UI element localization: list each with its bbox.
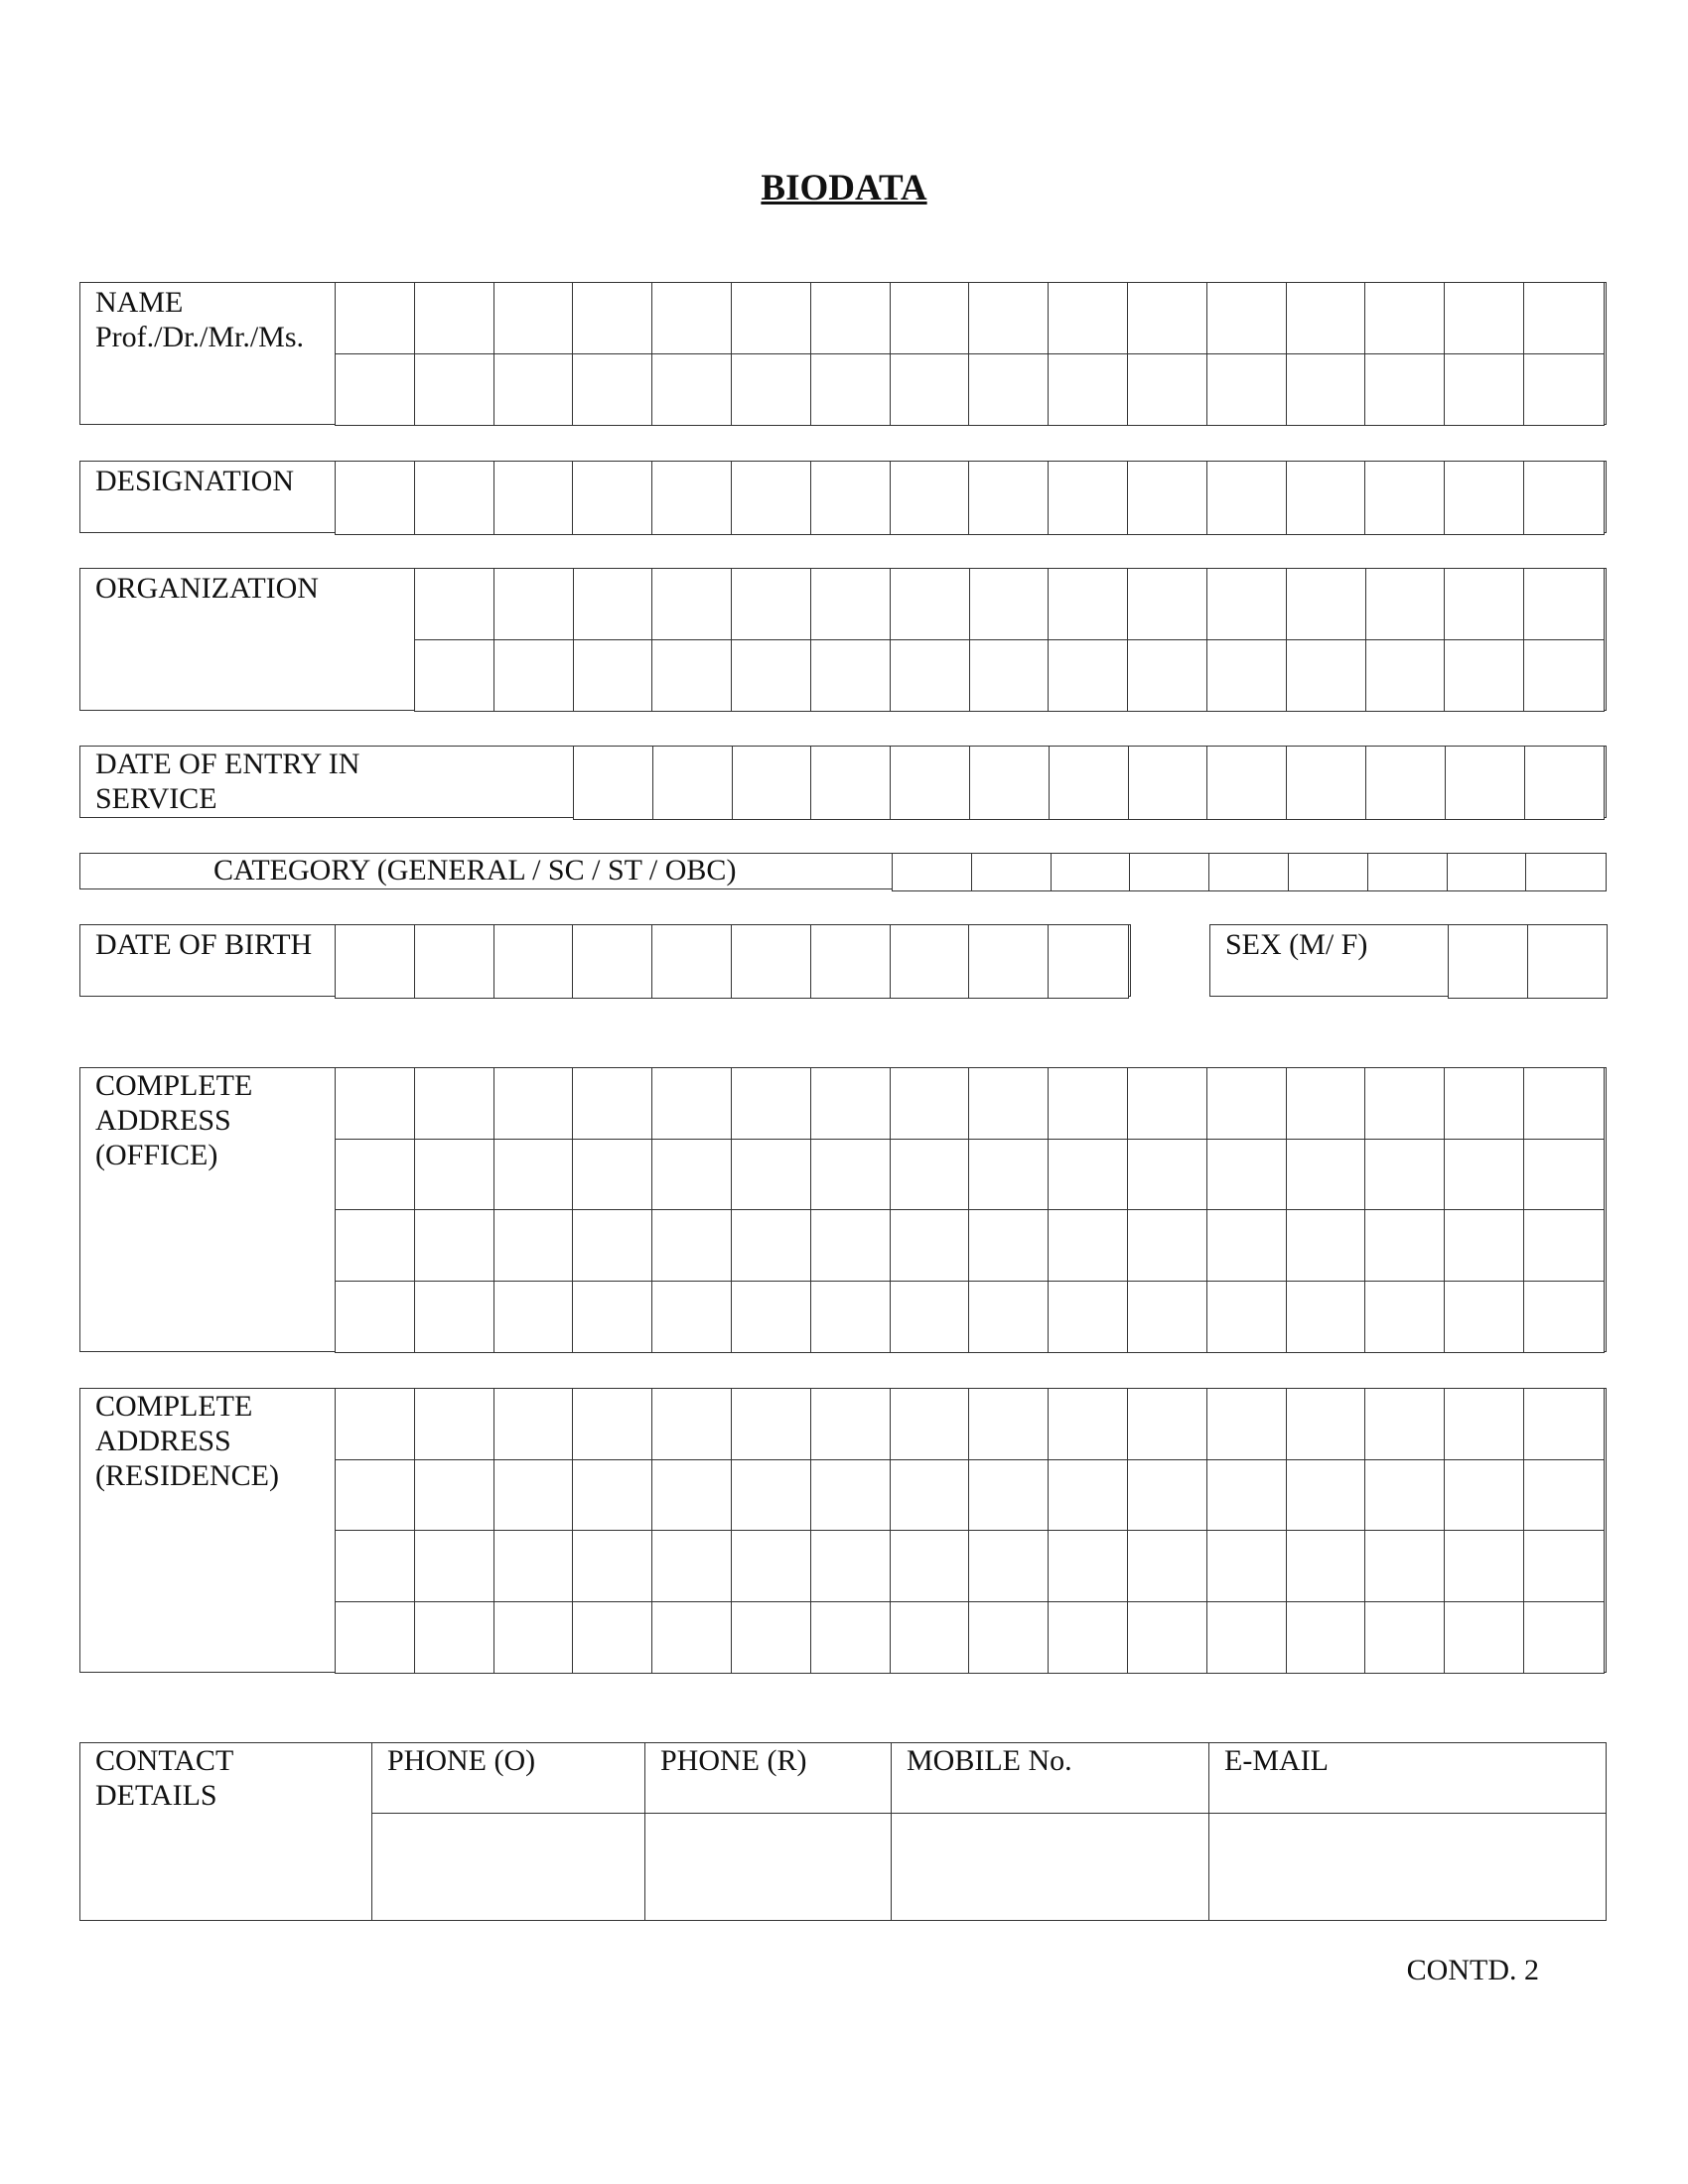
organization-grid-box[interactable] (573, 568, 654, 641)
designation-grid-box[interactable] (493, 461, 575, 535)
address-office-grid-box[interactable] (335, 1139, 416, 1212)
address-office-grid-box[interactable] (731, 1067, 812, 1141)
name-grid-box[interactable] (1444, 353, 1525, 427)
address-office-grid-box[interactable] (890, 1067, 971, 1141)
mobile-input[interactable] (891, 1813, 1210, 1921)
date-of-birth-grid-box[interactable] (810, 924, 892, 999)
address-residence-grid-box[interactable] (1364, 1459, 1446, 1533)
address-residence-grid-box[interactable] (1286, 1530, 1367, 1603)
date-of-entry-grid-box[interactable] (1365, 746, 1447, 820)
address-office-grid-box[interactable] (493, 1281, 575, 1354)
date-of-birth-grid-box[interactable] (731, 924, 812, 999)
address-residence-grid-box[interactable] (731, 1601, 812, 1675)
address-office-grid-box[interactable] (1206, 1281, 1288, 1354)
address-office-grid-box[interactable] (968, 1139, 1050, 1212)
designation-grid-box[interactable] (651, 461, 733, 535)
address-residence-grid-box[interactable] (335, 1601, 416, 1675)
organization-grid-box[interactable] (414, 568, 495, 641)
address-residence-grid-box[interactable] (1286, 1459, 1367, 1533)
address-office-grid-box[interactable] (1364, 1281, 1446, 1354)
address-residence-grid-box[interactable] (810, 1530, 892, 1603)
address-office-grid-box[interactable] (572, 1139, 653, 1212)
address-residence-grid-box[interactable] (1364, 1388, 1446, 1461)
address-office-grid-box[interactable] (1127, 1281, 1208, 1354)
address-office-grid-box[interactable] (335, 1067, 416, 1141)
address-residence-grid-box[interactable] (493, 1388, 575, 1461)
organization-grid-box[interactable] (651, 639, 733, 713)
date-of-entry-label: DATE OF ENTRY IN SERVICE (95, 748, 360, 815)
address-residence-label: COMPLETE ADDRESS (RESIDENCE) (95, 1390, 279, 1492)
category-grid-box[interactable] (1525, 853, 1607, 891)
category-grid-box[interactable] (1447, 853, 1528, 891)
address-residence-grid-box[interactable] (890, 1388, 971, 1461)
date-of-birth-grid-box[interactable] (572, 924, 653, 999)
category-grid-box[interactable] (1367, 853, 1449, 891)
name-grid-box[interactable] (1523, 282, 1605, 355)
address-office-grid-box[interactable] (968, 1209, 1050, 1283)
name-label: NAME Prof./Dr./Mr./Ms. (95, 286, 305, 353)
address-residence-grid-box[interactable] (572, 1459, 653, 1533)
designation-grid-box[interactable] (890, 461, 971, 535)
organization-grid-box[interactable] (1365, 568, 1447, 641)
address-residence-grid-box[interactable] (651, 1530, 733, 1603)
contact-details-label: CONTACT DETAILS (95, 1744, 234, 1812)
category-grid-box[interactable] (971, 853, 1053, 891)
name-grid-box[interactable] (1444, 282, 1525, 355)
name-grid-box[interactable] (572, 282, 653, 355)
address-office-grid-box[interactable] (731, 1209, 812, 1283)
name-grid-box[interactable] (651, 353, 733, 427)
address-residence-grid-box[interactable] (1048, 1601, 1129, 1675)
date-of-entry-grid-box[interactable] (1128, 746, 1209, 820)
name-grid-box[interactable] (810, 282, 892, 355)
address-residence-grid-box[interactable] (731, 1388, 812, 1461)
organization-grid-box[interactable] (1365, 639, 1447, 713)
organization-grid-box[interactable] (1048, 639, 1129, 713)
name-grid-box[interactable] (968, 282, 1050, 355)
designation-label: DESIGNATION (95, 465, 294, 497)
name-grid-box[interactable] (1286, 353, 1367, 427)
category-grid-box[interactable] (1208, 853, 1290, 891)
organization-grid-box[interactable] (890, 568, 971, 641)
address-residence-grid-box[interactable] (493, 1459, 575, 1533)
address-residence-grid-box[interactable] (414, 1388, 495, 1461)
organization-grid-box[interactable] (1523, 568, 1605, 641)
date-of-entry-grid-box[interactable] (573, 746, 654, 820)
address-residence-grid-box[interactable] (1523, 1530, 1605, 1603)
address-residence-grid-box[interactable] (968, 1388, 1050, 1461)
address-residence-grid-box[interactable] (1364, 1601, 1446, 1675)
address-residence-grid-box[interactable] (335, 1530, 416, 1603)
address-residence-grid-box[interactable] (890, 1530, 971, 1603)
address-office-grid-box[interactable] (968, 1067, 1050, 1141)
designation-grid-box[interactable] (731, 461, 812, 535)
organization-grid-box[interactable] (1206, 568, 1288, 641)
address-residence-grid-box[interactable] (1206, 1601, 1288, 1675)
name-grid-box[interactable] (1206, 282, 1288, 355)
address-office-grid-box[interactable] (1206, 1139, 1288, 1212)
address-residence-grid-box[interactable] (335, 1459, 416, 1533)
mobile-header: MOBILE No. (891, 1742, 1210, 1815)
address-office-grid-box[interactable] (1444, 1139, 1525, 1212)
address-residence-grid-box[interactable] (1206, 1388, 1288, 1461)
address-residence-grid-box[interactable] (1048, 1388, 1129, 1461)
form-title: BIODATA (761, 168, 927, 208)
address-residence-grid-box[interactable] (651, 1459, 733, 1533)
date-of-birth-grid-box[interactable] (493, 924, 575, 999)
address-residence-grid-box[interactable] (572, 1601, 653, 1675)
organization-grid-box[interactable] (1444, 639, 1525, 713)
address-office-grid-box[interactable] (1364, 1067, 1446, 1141)
date-of-birth-label: DATE OF BIRTH (95, 928, 313, 961)
continued-note: CONTD. 2 (1406, 1954, 1539, 1986)
organization-grid-box[interactable] (493, 639, 575, 713)
address-office-grid-box[interactable] (414, 1139, 495, 1212)
date-of-entry-grid-box[interactable] (1286, 746, 1367, 820)
date-of-birth-grid-box[interactable] (890, 924, 971, 999)
sex-label: SEX (M/ F) (1225, 928, 1368, 961)
address-office-grid-box[interactable] (335, 1209, 416, 1283)
organization-grid-box[interactable] (890, 639, 971, 713)
category-grid-box[interactable] (1129, 853, 1210, 891)
address-office-grid-box[interactable] (1206, 1067, 1288, 1141)
address-residence-grid-box[interactable] (1286, 1601, 1367, 1675)
designation-grid-box[interactable] (1286, 461, 1367, 535)
address-residence-grid-box[interactable] (1444, 1601, 1525, 1675)
address-office-grid-box[interactable] (414, 1281, 495, 1354)
address-residence-grid-box[interactable] (968, 1601, 1050, 1675)
address-office-grid-box[interactable] (414, 1067, 495, 1141)
address-office-label: COMPLETE ADDRESS (OFFICE) (95, 1069, 253, 1171)
date-of-entry-grid-box[interactable] (969, 746, 1051, 820)
organization-grid-box[interactable] (969, 639, 1051, 713)
address-office-grid-box[interactable] (1286, 1281, 1367, 1354)
address-residence-grid-box[interactable] (1127, 1459, 1208, 1533)
name-grid-box[interactable] (1127, 282, 1208, 355)
address-residence-grid-box[interactable] (493, 1601, 575, 1675)
address-office-grid-box[interactable] (968, 1281, 1050, 1354)
name-grid-box[interactable] (651, 282, 733, 355)
date-of-entry-grid-box[interactable] (652, 746, 734, 820)
organization-grid-box[interactable] (493, 568, 575, 641)
organization-grid-box[interactable] (651, 568, 733, 641)
address-residence-grid-box[interactable] (890, 1459, 971, 1533)
name-grid-box[interactable] (1048, 353, 1129, 427)
sex-grid-box[interactable] (1448, 924, 1529, 999)
category-grid-box[interactable] (1288, 853, 1369, 891)
organization-grid-box[interactable] (1127, 568, 1208, 641)
address-office-grid-box[interactable] (1364, 1209, 1446, 1283)
address-office-grid-box[interactable] (810, 1209, 892, 1283)
address-office-grid-box[interactable] (1286, 1067, 1367, 1141)
designation-grid-box[interactable] (414, 461, 495, 535)
name-grid-box[interactable] (414, 353, 495, 427)
address-office-grid-box[interactable] (572, 1209, 653, 1283)
date-of-birth-grid-box[interactable] (1048, 924, 1129, 999)
address-residence-grid-box[interactable] (968, 1530, 1050, 1603)
organization-grid-box[interactable] (810, 639, 892, 713)
organization-grid-box[interactable] (731, 568, 812, 641)
email-header: E-MAIL (1208, 1742, 1607, 1815)
address-office-grid-box[interactable] (1286, 1139, 1367, 1212)
address-office-grid-box[interactable] (890, 1281, 971, 1354)
address-office-grid-box[interactable] (335, 1281, 416, 1354)
name-grid-box[interactable] (493, 282, 575, 355)
date-of-entry-grid-box[interactable] (1206, 746, 1288, 820)
address-office-grid-box[interactable] (1048, 1139, 1129, 1212)
address-office-grid-box[interactable] (890, 1139, 971, 1212)
address-residence-grid-box[interactable] (1048, 1530, 1129, 1603)
phone-office-header: PHONE (O) (371, 1742, 646, 1815)
organization-grid-box[interactable] (1523, 639, 1605, 713)
date-of-entry-grid-box[interactable] (810, 746, 892, 820)
date-of-birth-grid-box[interactable] (335, 924, 416, 999)
address-residence-grid-box[interactable] (414, 1601, 495, 1675)
name-grid-box[interactable] (1206, 353, 1288, 427)
address-residence-grid-box[interactable] (572, 1530, 653, 1603)
organization-label: ORGANIZATION (95, 572, 319, 605)
address-residence-grid-box[interactable] (651, 1388, 733, 1461)
date-of-birth-grid-box[interactable] (651, 924, 733, 999)
date-of-entry-grid-box[interactable] (1445, 746, 1526, 820)
organization-grid-box[interactable] (1444, 568, 1525, 641)
phone-residence-input[interactable] (644, 1813, 893, 1921)
name-grid-box[interactable] (1364, 282, 1446, 355)
address-office-grid-box[interactable] (651, 1209, 733, 1283)
address-residence-grid-box[interactable] (1127, 1601, 1208, 1675)
designation-grid-box[interactable] (1206, 461, 1288, 535)
address-residence-grid-box[interactable] (1444, 1388, 1525, 1461)
organization-grid-box[interactable] (573, 639, 654, 713)
address-residence-grid-box[interactable] (731, 1459, 812, 1533)
organization-grid-box[interactable] (1286, 639, 1367, 713)
address-residence-grid-box[interactable] (1364, 1530, 1446, 1603)
address-office-grid-box[interactable] (572, 1067, 653, 1141)
address-office-grid-box[interactable] (731, 1139, 812, 1212)
email-input[interactable] (1208, 1813, 1607, 1921)
name-grid-box[interactable] (731, 282, 812, 355)
address-residence-grid-box[interactable] (572, 1388, 653, 1461)
address-office-grid-box[interactable] (1444, 1281, 1525, 1354)
address-office-grid-box[interactable] (1286, 1209, 1367, 1283)
address-residence-grid-box[interactable] (335, 1388, 416, 1461)
address-office-grid-box[interactable] (1048, 1209, 1129, 1283)
address-office-grid-box[interactable] (1444, 1209, 1525, 1283)
name-grid-box[interactable] (890, 282, 971, 355)
category-grid-box[interactable] (892, 853, 973, 891)
date-of-birth-grid-box[interactable] (968, 924, 1050, 999)
organization-grid-box[interactable] (969, 568, 1051, 641)
address-residence-grid-box[interactable] (890, 1601, 971, 1675)
address-residence-grid-box[interactable] (1523, 1388, 1605, 1461)
address-office-grid-box[interactable] (1523, 1209, 1605, 1283)
address-residence-grid-box[interactable] (968, 1459, 1050, 1533)
address-residence-grid-box[interactable] (1127, 1530, 1208, 1603)
address-residence-grid-box[interactable] (1206, 1459, 1288, 1533)
address-office-grid-box[interactable] (1127, 1067, 1208, 1141)
address-office-grid-box[interactable] (414, 1209, 495, 1283)
phone-office-input[interactable] (371, 1813, 646, 1921)
address-office-grid-box[interactable] (810, 1139, 892, 1212)
address-office-grid-box[interactable] (731, 1281, 812, 1354)
name-grid-box[interactable] (731, 353, 812, 427)
name-grid-box[interactable] (890, 353, 971, 427)
name-grid-box[interactable] (1286, 282, 1367, 355)
designation-grid-box[interactable] (1127, 461, 1208, 535)
name-grid-box[interactable] (1364, 353, 1446, 427)
designation-grid-box[interactable] (335, 461, 416, 535)
organization-grid-box[interactable] (1048, 568, 1129, 641)
address-office-grid-box[interactable] (1523, 1281, 1605, 1354)
address-residence-grid-box[interactable] (651, 1601, 733, 1675)
address-office-grid-box[interactable] (1523, 1139, 1605, 1212)
organization-grid-box[interactable] (1286, 568, 1367, 641)
address-office-grid-box[interactable] (1127, 1139, 1208, 1212)
address-residence-grid-box[interactable] (1206, 1530, 1288, 1603)
date-of-entry-grid-box[interactable] (1049, 746, 1130, 820)
address-residence-grid-box[interactable] (493, 1530, 575, 1603)
address-residence-grid-box[interactable] (1127, 1388, 1208, 1461)
name-grid-box[interactable] (810, 353, 892, 427)
date-of-entry-grid-box[interactable] (890, 746, 971, 820)
address-office-grid-box[interactable] (493, 1067, 575, 1141)
address-residence-grid-box[interactable] (1048, 1459, 1129, 1533)
address-residence-grid-box[interactable] (810, 1601, 892, 1675)
organization-grid-box[interactable] (414, 639, 495, 713)
category-grid-box[interactable] (1051, 853, 1132, 891)
address-office-grid-box[interactable] (810, 1281, 892, 1354)
address-residence-grid-box[interactable] (810, 1459, 892, 1533)
address-residence-grid-box[interactable] (810, 1388, 892, 1461)
name-grid-box[interactable] (493, 353, 575, 427)
address-residence-grid-box[interactable] (1444, 1459, 1525, 1533)
address-office-grid-box[interactable] (651, 1281, 733, 1354)
organization-grid-box[interactable] (810, 568, 892, 641)
address-residence-grid-box[interactable] (1523, 1601, 1605, 1675)
name-grid-box[interactable] (335, 353, 416, 427)
address-residence-grid-box[interactable] (414, 1459, 495, 1533)
address-office-grid-box[interactable] (651, 1067, 733, 1141)
name-grid-box[interactable] (1048, 282, 1129, 355)
address-office-grid-box[interactable] (1206, 1209, 1288, 1283)
designation-grid-box[interactable] (1444, 461, 1525, 535)
designation-grid-box[interactable] (1048, 461, 1129, 535)
designation-grid-box[interactable] (572, 461, 653, 535)
organization-grid-box[interactable] (1127, 639, 1208, 713)
name-grid-box[interactable] (572, 353, 653, 427)
address-office-grid-box[interactable] (651, 1139, 733, 1212)
address-residence-grid-box[interactable] (414, 1530, 495, 1603)
date-of-birth-grid-box[interactable] (414, 924, 495, 999)
address-office-grid-box[interactable] (1127, 1209, 1208, 1283)
date-of-entry-grid-box[interactable] (732, 746, 813, 820)
address-office-grid-box[interactable] (810, 1067, 892, 1141)
designation-grid-box[interactable] (1364, 461, 1446, 535)
address-residence-grid-box[interactable] (1286, 1388, 1367, 1461)
organization-grid-box[interactable] (1206, 639, 1288, 713)
address-residence-grid-box[interactable] (1523, 1459, 1605, 1533)
designation-grid-box[interactable] (810, 461, 892, 535)
name-grid-box[interactable] (1523, 353, 1605, 427)
address-office-grid-box[interactable] (1444, 1067, 1525, 1141)
organization-grid-box[interactable] (731, 639, 812, 713)
designation-grid-box[interactable] (1523, 461, 1605, 535)
name-grid-box[interactable] (335, 282, 416, 355)
sex-grid-box[interactable] (1527, 924, 1609, 999)
category-label: CATEGORY (GENERAL / SC / ST / OBC) (213, 854, 737, 887)
address-office-grid-box[interactable] (1364, 1139, 1446, 1212)
phone-residence-header: PHONE (R) (644, 1742, 893, 1815)
address-residence-grid-box[interactable] (1444, 1530, 1525, 1603)
designation-grid-box[interactable] (968, 461, 1050, 535)
address-office-grid-box[interactable] (493, 1139, 575, 1212)
address-office-grid-box[interactable] (1048, 1067, 1129, 1141)
name-grid-box[interactable] (968, 353, 1050, 427)
address-office-grid-box[interactable] (572, 1281, 653, 1354)
name-grid-box[interactable] (414, 282, 495, 355)
name-grid-box[interactable] (1127, 353, 1208, 427)
address-residence-grid-box[interactable] (731, 1530, 812, 1603)
address-office-grid-box[interactable] (493, 1209, 575, 1283)
address-office-grid-box[interactable] (1523, 1067, 1605, 1141)
address-office-grid-box[interactable] (890, 1209, 971, 1283)
address-office-grid-box[interactable] (1048, 1281, 1129, 1354)
date-of-entry-grid-box[interactable] (1524, 746, 1606, 820)
